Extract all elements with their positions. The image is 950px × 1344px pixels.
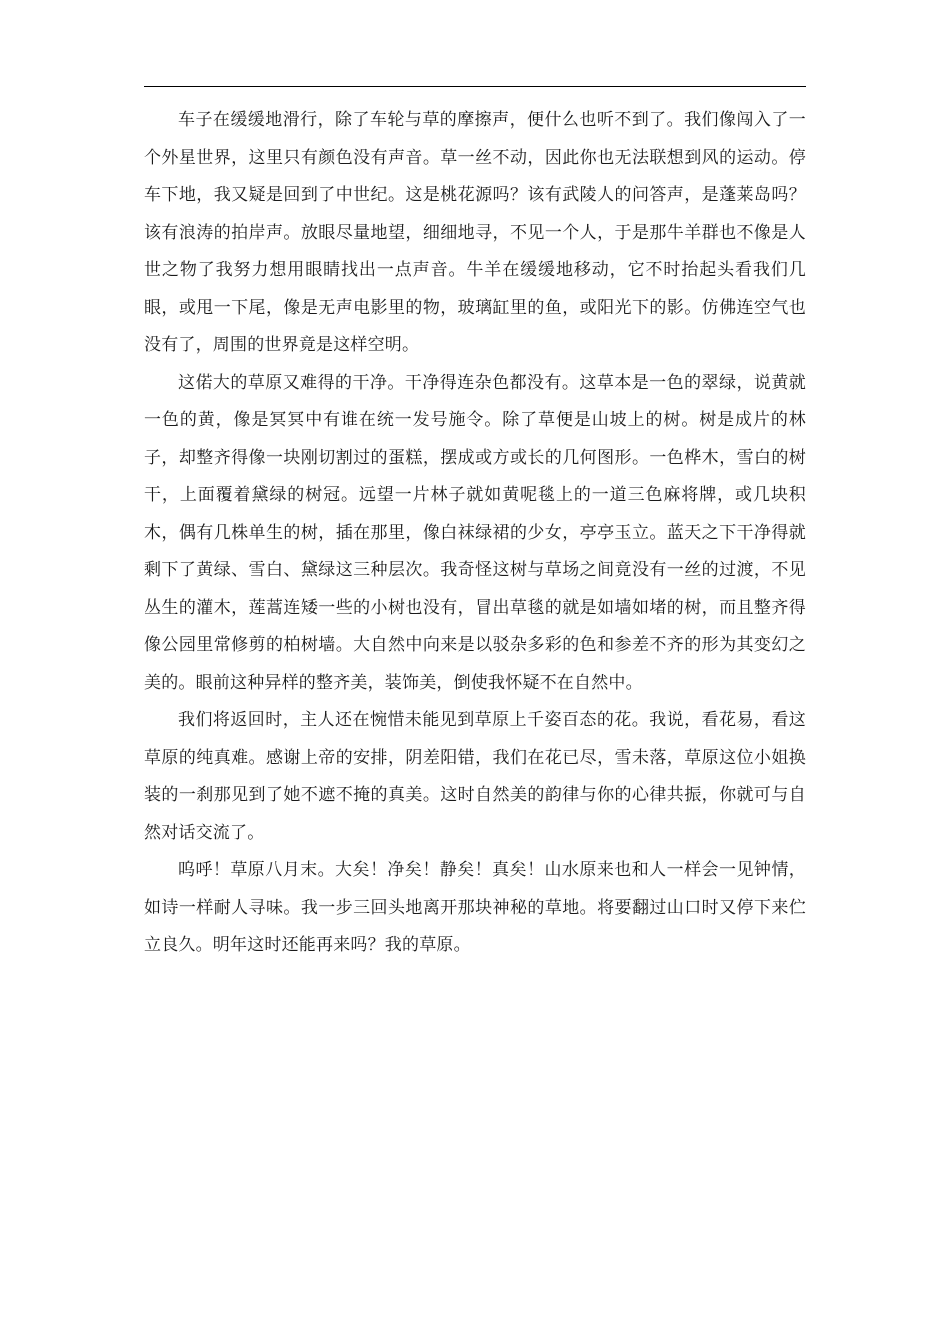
paragraph-3: 我们将返回时，主人还在惋惜未能见到草原上千姿百态的花。我说，看花易，看这草原的纯真难。感谢上帝的安排，阴差阳错，我们在花已尽，雪未落，草原这位小姐换装的一刹那见到了她不遮不掩的真美。这时自然美的韵律与你的心律共振，你就可与自然对话交流了。 xyxy=(144,710,806,843)
document-body xyxy=(144,102,806,965)
paragraph-4: 呜呼！草原八月末。大矣！净矣！静矣！真矣！山水原来也和人一样会一见钟情，如诗一样耐人寻味。我一步三回头地离开那块神秘的草地。将要翻过山口时又停下来伫立良久。明年这时还能再来吗？我的草原。 xyxy=(144,860,806,955)
paragraph-1: 车子在缓缓地滑行，除了车轮与草的摩擦声，便什么也听不到了。我们像闯入了一个外星世界，这里只有颜色没有声音。草一丝不动，因此你也无法联想到风的运动。停车下地，我又疑是回到了中世纪。这是桃花源吗？该有武陵人的问答声，是蓬莱岛吗？该有浪涛的拍岸声。放眼尽量地望，细细地寻，不见一个人，于是那牛羊群也不像是人世之物了我努力想用眼睛找出一点声音。牛羊在缓缓地移动，它不时抬起头看我们几眼，或甩一下尾，像是无声电影里的物，玻璃缸里的鱼，或阳光下的影。仿佛连空气也没有了，周围的世界竟是这样空明。 xyxy=(144,110,806,355)
header-rule xyxy=(144,86,806,87)
paragraph-2: 这偌大的草原又难得的干净。干净得连杂色都没有。这草本是一色的翠绿，说黄就一色的黄，像是冥冥中有谁在统一发号施令。除了草便是山坡上的树。树是成片的林子，却整齐得像一块刚切割过的蛋糕，摆成或方或长的几何图形。一色桦木，雪白的树干，上面覆着黛绿的树冠。远望一片林子就如黄呢毯上的一道三色麻将牌，或几块积木，偶有几株单生的树，插在那里，像白袜绿裙的少女，亭亭玉立。蓝天之下干净得就剩下了黄绿、雪白、黛绿这三种层次。我奇怪这树与草场之间竟没有一丝的过渡，不见丛生的灌木，莲蒿连矮一些的小树也没有，冒出草毯的就是如墙如堵的树，而且整齐得像公园里常修剪的柏树墙。大自然中向来是以驳杂多彩的色和参差不齐的形为其变幻之美的。眼前这种异样的整齐美，装饰美，倒使我怀疑不在自然中。 xyxy=(144,372,806,693)
